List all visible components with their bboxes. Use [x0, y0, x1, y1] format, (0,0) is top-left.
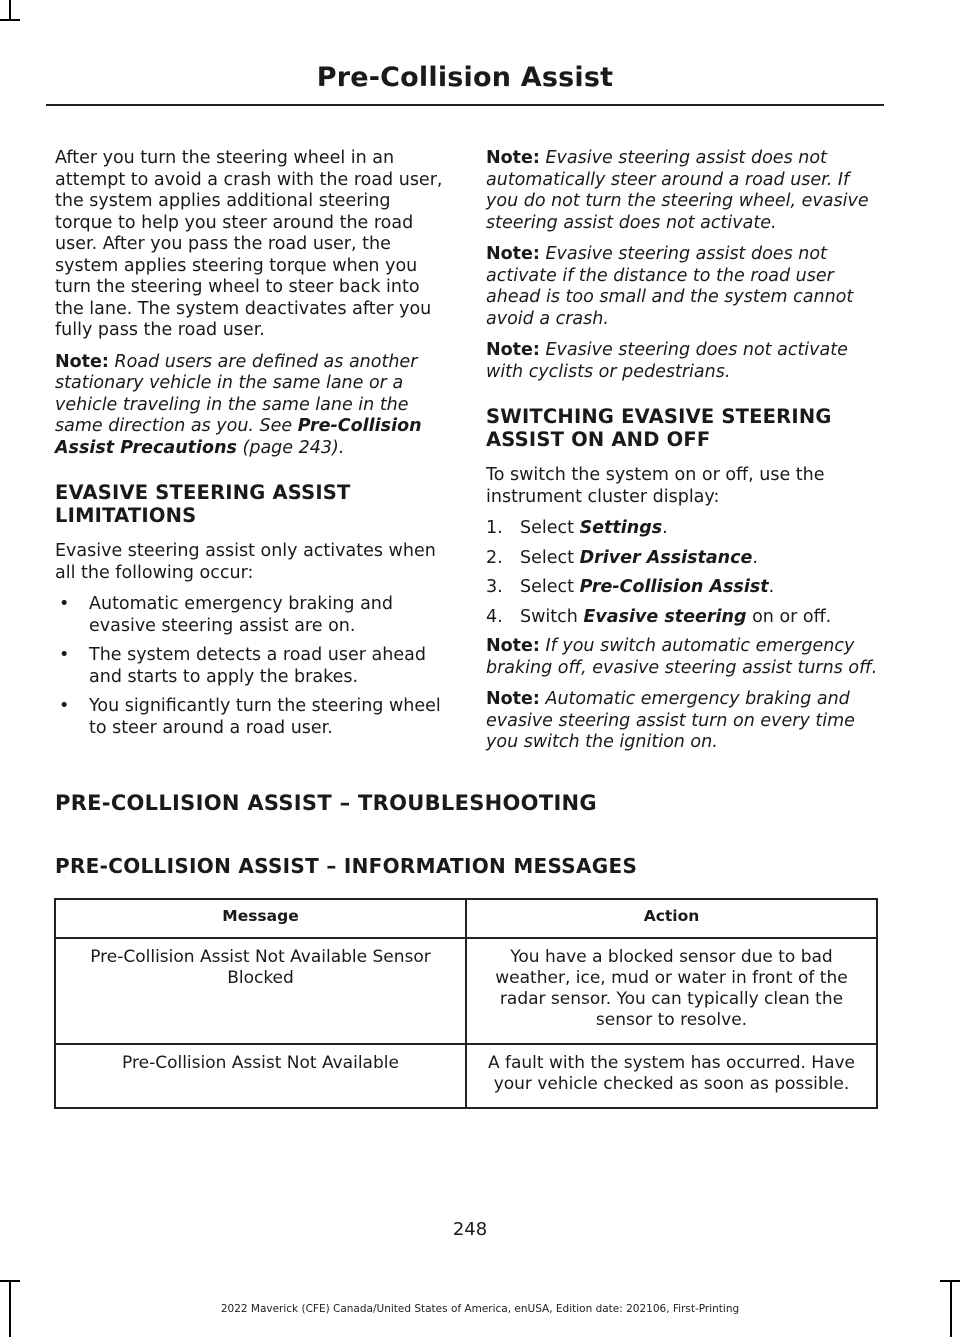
step-suffix: .: [662, 518, 668, 538]
note-label: Note:: [486, 689, 540, 709]
note-text: If you switch automatic emergency braking off, evasive steering assist turns off.: [486, 636, 878, 678]
note-text: Evasive steering assist does not automatically steer around a road user. If you do not turn the steering wheel, evasive steering assist does not activate.: [486, 148, 869, 233]
note-text: Road users are defined as another stationary vehicle in the same lane or a vehicle traveling in the same lane in the same direction as you. See: [55, 351, 418, 436]
menu-item-settings: Settings: [579, 518, 663, 538]
left-column: [55, 148, 450, 747]
list-item-text: Automatic emergency braking and evasive steering assist are on.: [89, 594, 393, 636]
list-item: [55, 696, 450, 739]
information-messages-table: [54, 898, 878, 1109]
list-item: [486, 518, 886, 540]
note-text: Automatic emergency braking and evasive steering assist turn on every time you switch the ignition on.: [486, 689, 855, 752]
step-number: 1.: [486, 518, 503, 538]
limitations-list: [55, 594, 450, 739]
table-row: [55, 938, 877, 1044]
note-aeb-off: [486, 636, 886, 679]
switching-heading: SWITCHING EVASIVE STEERING ASSIST ON AND OFF: [486, 405, 832, 451]
action-cell: A fault with the system has occurred. Have your vehicle checked as soon as possible.: [466, 1044, 877, 1108]
message-cell: Pre-Collision Assist Not Available: [55, 1044, 466, 1108]
note-no-auto-steer: [486, 148, 886, 234]
list-item-text: You significantly turn the steering wheel to steer around a road user.: [89, 696, 441, 738]
note-road-users: [55, 352, 450, 460]
note-label: Note:: [486, 244, 540, 264]
table-header-row: [55, 899, 877, 938]
step-suffix: .: [752, 547, 758, 568]
step-text: Select: [520, 577, 580, 597]
menu-item-driver-assistance: Driver Assistance: [579, 547, 753, 568]
right-column: [486, 148, 886, 764]
note-label: Note:: [486, 340, 540, 360]
steps-list: [486, 518, 886, 628]
note-distance: [486, 244, 886, 330]
limitations-intro: Evasive steering assist only activates when all the following occur:: [55, 541, 436, 583]
step-number: 2.: [486, 547, 503, 568]
menu-item-pre-collision-assist: Pre-Collision Assist: [579, 577, 769, 597]
bullet-icon: •: [59, 594, 70, 614]
intro-paragraph: After you turn the steering wheel in an attempt to avoid a crash with the road user, the system applies additional steering torque to help you steer around the road user. After you pass the road user, the system applies steering torque when you turn the steering wheel to steer back into the lane. The system deactivates after you fully pass the road user.: [55, 148, 443, 340]
header-divider: [46, 104, 884, 106]
edition-footer: 2022 Maverick (CFE) Canada/United States of America, enUSA, Edition date: 202106, First-Printing: [220, 1303, 740, 1315]
crop-mark: [0, 1280, 20, 1282]
message-cell: Pre-Collision Assist Not Available Sensor Blocked: [55, 938, 466, 1044]
switching-intro: To switch the system on or off, use the instrument cluster display:: [486, 465, 825, 507]
note-ignition: [486, 689, 886, 754]
list-item: [55, 645, 450, 688]
note-text: Evasive steering does not activate with cyclists or pedestrians.: [486, 340, 848, 382]
table-row: [55, 1044, 877, 1108]
step-number: 4.: [486, 606, 503, 627]
step-text: Switch: [520, 606, 584, 627]
step-text: Select: [520, 547, 580, 568]
page-number: 248: [452, 1219, 488, 1240]
column-header-action: Action: [466, 899, 877, 938]
step-suffix: on or off.: [746, 606, 832, 627]
menu-item-evasive-steering: Evasive steering: [583, 606, 747, 627]
page-title: Pre-Collision Assist: [316, 62, 614, 93]
information-messages-heading: PRE-COLLISION ASSIST – INFORMATION MESSAGES: [55, 854, 638, 878]
list-item: [486, 548, 886, 570]
page-reference: (page 243).: [236, 437, 345, 458]
step-number: 3.: [486, 577, 503, 597]
note-text: Evasive steering assist does not activate if the distance to the road user ahead is too small and the system cannot avoid a crash.: [486, 244, 854, 329]
note-label: Note:: [55, 351, 109, 372]
list-item: [486, 607, 886, 629]
list-item: [55, 594, 450, 637]
bullet-icon: •: [59, 645, 70, 665]
step-text: Select: [520, 518, 580, 538]
list-item-text: The system detects a road user ahead and starts to apply the brakes.: [89, 645, 426, 687]
note-label: Note:: [486, 148, 540, 168]
bullet-icon: •: [59, 696, 70, 716]
crop-mark: [0, 19, 20, 21]
troubleshooting-heading: PRE-COLLISION ASSIST – TROUBLESHOOTING: [55, 791, 597, 815]
limitations-heading: EVASIVE STEERING ASSIST LIMITATIONS: [55, 481, 351, 527]
list-item: [486, 577, 886, 599]
step-suffix: .: [768, 577, 775, 597]
note-cyclists: [486, 340, 886, 383]
crop-mark: [9, 0, 11, 20]
precautions-link[interactable]: Pre-Collision Assist Precautions: [55, 416, 422, 458]
note-label: Note:: [486, 636, 540, 656]
column-header-message: Message: [55, 899, 466, 938]
action-cell: You have a blocked sensor due to bad weather, ice, mud or water in front of the radar sensor. You can typically clean the sensor to resolve.: [466, 938, 877, 1044]
